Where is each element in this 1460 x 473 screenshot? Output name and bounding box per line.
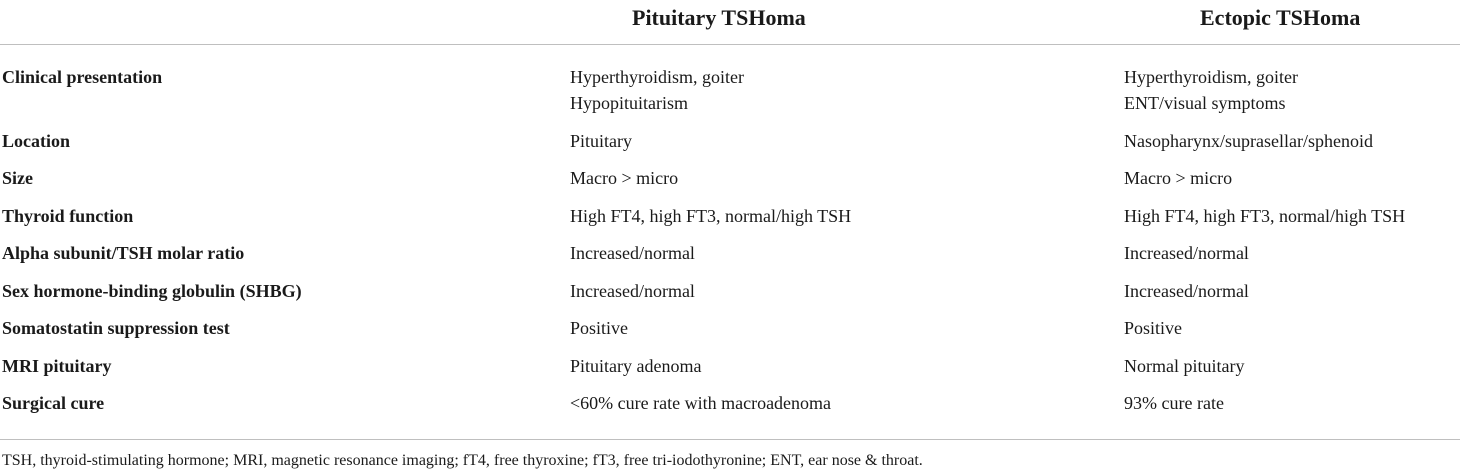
pituitary-value: Increased/normal (570, 243, 695, 263)
header-divider (0, 44, 1460, 45)
pituitary-value: Increased/normal (570, 280, 695, 301)
table-row (0, 353, 1460, 379)
table-row (0, 203, 1460, 229)
ectopic-value: Hyperthyroidism, goiter (1124, 67, 1298, 87)
table-row (0, 240, 1460, 266)
pituitary-value-cell (570, 390, 831, 416)
row-label: Thyroid function (2, 205, 134, 226)
row-label: Somatostatin suppression test (2, 318, 230, 338)
footer-divider (0, 439, 1460, 440)
ectopic-value: Increased/normal (1124, 280, 1249, 301)
ectopic-value: Normal pituitary (1124, 355, 1245, 376)
ectopic-value: Nasopharynx/suprasellar/sphenoid (1124, 130, 1373, 151)
ectopic-value: Macro > micro (1124, 168, 1233, 188)
table-header (0, 0, 1460, 44)
pituitary-value-cell (570, 315, 628, 341)
ectopic-value-cell (1124, 165, 1232, 191)
pituitary-value: Macro > micro (570, 168, 679, 188)
table-row (0, 315, 1460, 341)
pituitary-value: High FT4, high FT3, normal/high TSH (570, 205, 852, 226)
row-label: Surgical cure (2, 393, 105, 413)
table-row (0, 390, 1460, 416)
pituitary-value: Pituitary (570, 130, 632, 151)
row-label: Alpha subunit/TSH molar ratio (2, 243, 245, 263)
pituitary-value-cell (570, 64, 744, 116)
ectopic-value: ENT/visual symptoms (1124, 93, 1286, 113)
pituitary-value: Positive (570, 318, 629, 338)
row-label: Size (2, 168, 33, 188)
row-label: Location (2, 130, 71, 151)
row-label: MRI pituitary (2, 355, 112, 376)
ectopic-value: Positive (1124, 318, 1183, 338)
row-label: Clinical presentation (2, 67, 163, 87)
ectopic-value-cell (1124, 128, 1373, 154)
table-footnote: TSH, thyroid-stimulating hormone; MRI, magnetic resonance imaging; fT4, free thyroxine; fT3, free tri-iodothyronine; ENT, ear nose & throat. (2, 452, 923, 469)
column-header-pituitary: Pituitary TSHoma (632, 5, 806, 30)
ectopic-value: High FT4, high FT3, normal/high TSH (1124, 205, 1406, 226)
pituitary-value-cell (570, 240, 695, 266)
ectopic-value: Increased/normal (1124, 243, 1249, 263)
ectopic-value-cell (1124, 353, 1244, 379)
table-row (0, 128, 1460, 154)
pituitary-value-cell (570, 203, 851, 229)
column-header-ectopic: Ectopic TSHoma (1200, 5, 1361, 30)
row-label: Sex hormone-binding globulin (SHBG) (2, 280, 302, 301)
ectopic-value-cell (1124, 203, 1405, 229)
ectopic-value-cell (1124, 315, 1182, 341)
table-row (0, 64, 1460, 116)
table-row (0, 278, 1460, 304)
pituitary-value-cell (570, 128, 632, 154)
ectopic-value-cell (1124, 64, 1298, 116)
table-row (0, 165, 1460, 191)
ectopic-value-cell (1124, 240, 1249, 266)
ectopic-value: 93% cure rate (1124, 393, 1224, 413)
pituitary-value-cell (570, 278, 695, 304)
pituitary-value: Pituitary adenoma (570, 355, 702, 376)
pituitary-value: Hyperthyroidism, goiter (570, 67, 744, 87)
pituitary-value: <60% cure rate with macroadenoma (570, 393, 832, 413)
pituitary-value-cell (570, 165, 678, 191)
pituitary-value-cell (570, 353, 701, 379)
ectopic-value-cell (1124, 278, 1249, 304)
pituitary-value: Hypopituitarism (570, 93, 688, 113)
ectopic-value-cell (1124, 390, 1224, 416)
